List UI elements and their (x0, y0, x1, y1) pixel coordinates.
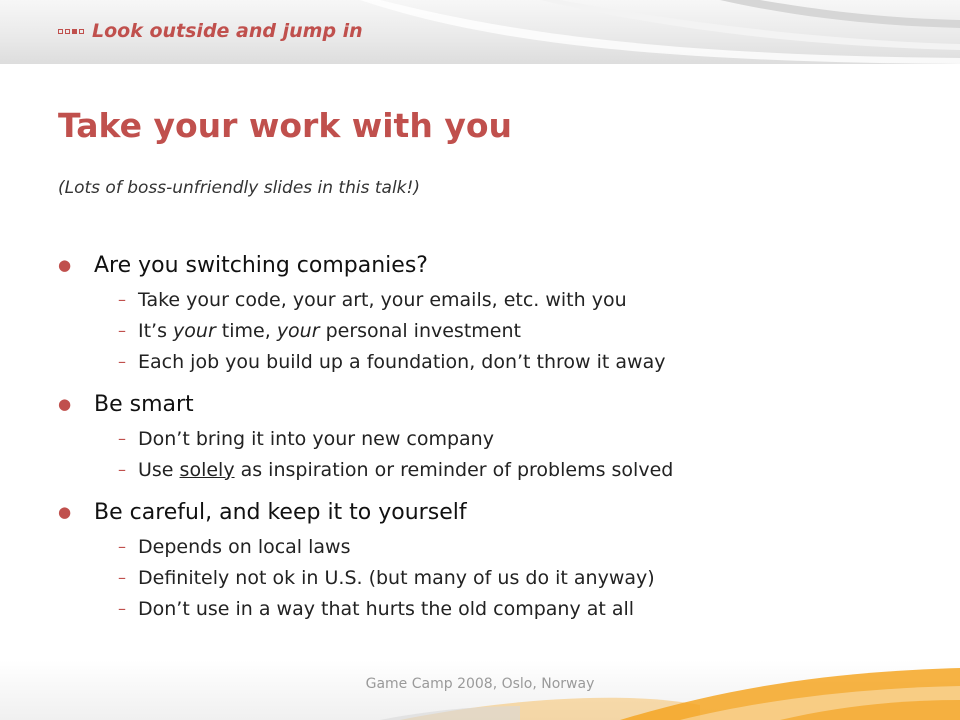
sub-bullet-text (136, 289, 627, 311)
text-run: It’s (138, 319, 174, 342)
text-run: Each job you build up a foundation, don’t throw it away (138, 350, 666, 373)
text-run: Don’t bring it into your new company (138, 427, 494, 450)
text-run: your (276, 319, 320, 342)
sub-bullet-text (136, 536, 351, 558)
bullet-dot-icon: ● (58, 503, 72, 521)
sub-bullet-item (58, 531, 938, 562)
sub-bullet-text (136, 320, 521, 342)
bullet-text: Are you switching companies? (94, 252, 428, 278)
dash-icon: – (118, 352, 126, 371)
sub-bullet-text (136, 351, 665, 373)
sub-bullet-item (58, 454, 938, 485)
dash-icon: – (118, 321, 126, 340)
text-run: time, (215, 319, 277, 342)
footer-text: Game Camp 2008, Oslo, Norway (365, 676, 595, 692)
hollow-square-icon (58, 29, 63, 34)
sub-bullet-item (58, 562, 938, 593)
dash-icon: – (118, 429, 126, 448)
text-run: Definitely not ok in U.S. (but many of us do it anyway) (138, 566, 655, 589)
slide-subtitle: (Lots of boss-unfriendly slides in this talk!) (58, 178, 420, 198)
bullet-text: Be careful, and keep it to yourself (94, 499, 467, 525)
bullet-item (58, 385, 938, 423)
sub-bullet-item (58, 593, 938, 624)
header-title: Look outside and jump in (92, 20, 363, 42)
sub-bullet-text (136, 567, 655, 589)
sub-bullet-text (136, 459, 673, 481)
dash-icon: – (118, 460, 126, 479)
hollow-square-icon (79, 29, 84, 34)
text-run: Depends on local laws (138, 535, 351, 558)
sub-bullet-text (136, 598, 634, 620)
bullet-item (58, 246, 938, 284)
sub-bullet-item (58, 315, 938, 346)
bullet-dot-icon: ● (58, 395, 72, 413)
text-run: Use (138, 458, 180, 481)
text-run: your (173, 319, 216, 342)
bullet-list (58, 246, 938, 632)
bullet-item (58, 493, 938, 531)
sub-bullet-item (58, 423, 938, 454)
dash-icon: – (118, 537, 126, 556)
sub-bullet-item (58, 346, 938, 377)
header (58, 18, 363, 44)
sub-bullet-text (136, 428, 494, 450)
slide-title: Take your work with you (58, 106, 512, 145)
dash-icon: – (118, 568, 126, 587)
dash-icon: – (118, 290, 126, 309)
text-run: Take your code, your art, your emails, etc. with you (138, 288, 627, 311)
text-run: personal investment (319, 319, 521, 342)
hollow-square-icon (65, 29, 70, 34)
bullet-text: Be smart (94, 391, 194, 417)
text-run: Don’t use in a way that hurts the old company at all (138, 597, 635, 620)
text-run: solely (179, 458, 235, 481)
dash-icon: – (118, 599, 126, 618)
text-run: as inspiration or reminder of problems solved (234, 458, 674, 481)
sub-bullet-item (58, 284, 938, 315)
header-icons (58, 29, 84, 34)
bullet-dot-icon: ● (58, 256, 72, 274)
filled-square-icon (72, 29, 77, 34)
